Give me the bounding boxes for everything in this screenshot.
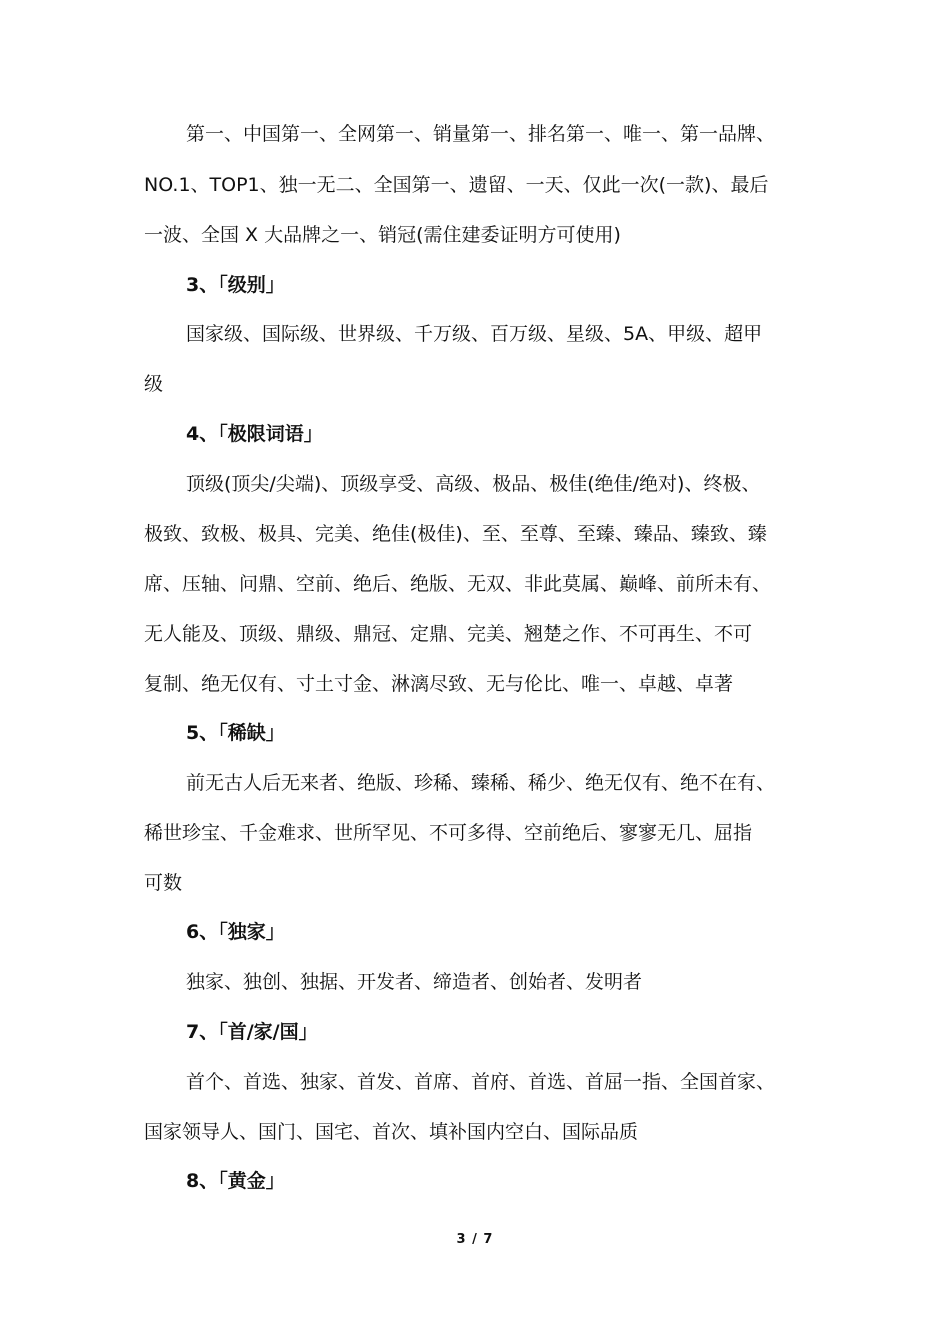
body-text-line: 无人能及、顶级、鼎级、鼎冠、定鼎、完美、翘楚之作、不可再生、不可 [144,623,753,645]
body-text-line: 稀世珍宝、千金难求、世所罕见、不可多得、空前绝后、寥寥无几、屈指 [144,822,753,844]
body-text-line: 国家级、国际级、世界级、千万级、百万级、星级、5A、甲级、超甲 [186,323,763,345]
body-text-line: 可数 [144,872,183,894]
body-text-line: 首个、首选、独家、首发、首席、首府、首选、首屈一指、全国首家、 [186,1071,776,1093]
body-text-line: 国家领导人、国门、国宅、首次、填补国内空白、国际品质 [144,1121,639,1143]
page-number: 3 / 7 [456,1232,494,1247]
body-text-line: 顶级(顶尖/尖端)、顶级享受、高级、极品、极佳(绝佳/绝对)、终极、 [186,473,761,495]
body-text-line: 席、压轴、问鼎、空前、绝后、绝版、无双、非此莫属、巅峰、前所未有、 [144,573,772,595]
body-text-line: 第一、中国第一、全网第一、销量第一、排名第一、唯一、第一品牌、 [186,123,776,145]
body-text-line: 一波、全国 X 大品牌之一、销冠(需住建委证明方可使用) [144,224,621,246]
body-text-line: 前无古人后无来者、绝版、珍稀、臻稀、稀少、绝无仅有、绝不在有、 [186,772,776,794]
section-heading: 7、「首/家/国」 [186,1021,318,1043]
section-heading: 4、「极限词语」 [186,423,323,445]
section-heading: 5、「稀缺」 [186,722,285,744]
body-text-line: 独家、独创、独据、开发者、缔造者、创始者、发明者 [186,971,643,993]
body-text-line: 级 [144,373,164,395]
section-heading: 8、「黄金」 [186,1170,285,1192]
body-text-line: 复制、绝无仅有、寸土寸金、淋漓尽致、无与伦比、唯一、卓越、卓著 [144,673,734,695]
body-text-line: NO.1、TOP1、独一无二、全国第一、遗留、一天、仅此一次(一款)、最后 [144,174,769,196]
body-text-line: 极致、致极、极具、完美、绝佳(极佳)、至、至尊、至臻、臻品、臻致、臻 [144,523,767,545]
section-heading: 3、「级别」 [186,274,285,296]
section-heading: 6、「独家」 [186,921,285,943]
